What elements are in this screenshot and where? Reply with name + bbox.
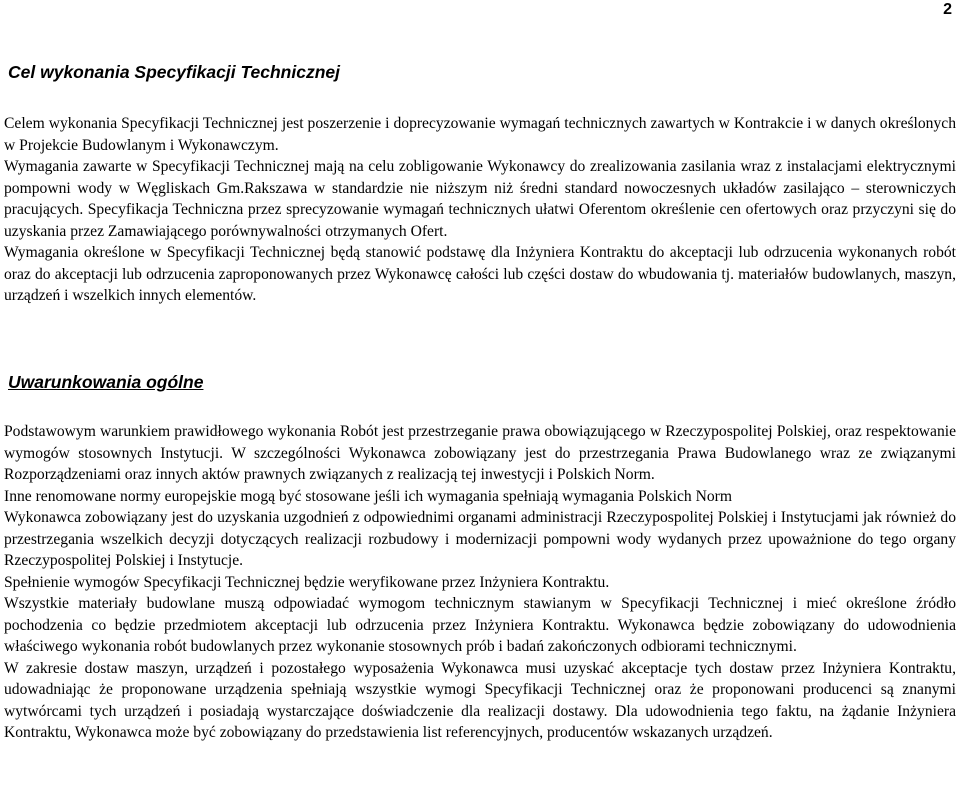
- paragraph: Inne renomowane normy europejskie mogą być stosowane jeśli ich wymagania spełniają wymagania Polskich Norm: [4, 487, 732, 505]
- paragraph: Wymagania określone w Specyfikacji Technicznej będą stanowić podstawę dla Inżyniera Kontraktu do akceptacji lub odrzucenia wykonanych robót oraz do akceptacji lub odrzucenia zaproponowanych przez Wykonawcę całości lub części dostaw do wbudowania tj. materiałów budowlanych, maszyn, urządzeń i wszelkich innych elementów.: [4, 244, 956, 304]
- paragraph: Celem wykonania Specyfikacji Technicznej jest poszerzenie i doprecyzowanie wymagań technicznych zawartych w Kontrakcie i w danych określonych w Projekcie Budowlanym i Wykonawczym.: [4, 115, 956, 154]
- section-title-cel: Cel wykonania Specyfikacji Technicznej: [8, 62, 340, 82]
- section-body-uwarunkowania: [4, 421, 956, 744]
- paragraph: W zakresie dostaw maszyn, urządzeń i pozostałego wyposażenia Wykonawca musi uzyskać akceptacje tych dostaw przez Inżyniera Kontraktu, udowadniając że proponowane urządzenia spełniają wszystkie wymogi Specyfikacji Technicznej oraz że proponowani producenci są znanymi wytwórcami tych urządzeń i posiadają wystarczające doświadczenie dla realizacji dostawy. Dla udowodnienia tego faktu, na żądanie Inżyniera Kontraktu, Wykonawca może być zobowiązany do przedstawienia list referencyjnych, producentów wskazanych urządzeń.: [4, 659, 956, 741]
- section-title-uwarunkowania: Uwarunkowania ogólne: [8, 372, 204, 392]
- page-number: 2: [943, 1, 952, 18]
- paragraph: Wszystkie materiały budowlane muszą odpowiadać wymogom technicznym stawianym w Specyfikacji Technicznej i mieć określone źródło pochodzenia co będzie przedmiotem akceptacji lub odrzucenia przez Inżyniera Kontraktu. Wykonawca będzie zobowiązany do udowodnienia właściwego wykonania robót budowlanych przez wykonanie stosownych prób i badań zakończonych odbiorami technicznymi.: [4, 595, 956, 655]
- section-body-cel: [4, 113, 956, 307]
- paragraph: Podstawowym warunkiem prawidłowego wykonania Robót jest przestrzeganie prawa obowiązującego w Rzeczypospolitej Polskiej, oraz respektowanie wymogów stosownych Instytucji. W szczególności Wykonawca zobowiązany jest do przestrzegania Prawa Budowlanego wraz ze związanymi Rozporządzeniami oraz innych aktów prawnych związanych z realizacją tej inwestycji i Polskich Norm.: [4, 423, 956, 483]
- paragraph: Wymagania zawarte w Specyfikacji Technicznej mają na celu zobligowanie Wykonawcy do zrealizowania zasilania wraz z instalacjami elektrycznymi pompowni wody w Węgliskach Gm.Rakszawa w standardzie nie niższym niż średni standard nowoczesnych układów zasilająco – sterowniczych pracujących. Specyfikacja Techniczna przez sprecyzowanie wymagań technicznych ułatwi Oferentom określenie cen ofertowych oraz przyczyni się do uzyskania przez Zamawiającego porównywalności otrzymanych Ofert.: [4, 158, 956, 240]
- paragraph: Spełnienie wymogów Specyfikacji Technicznej będzie weryfikowane przez Inżyniera Kontraktu.: [4, 573, 610, 591]
- paragraph: Wykonawca zobowiązany jest do uzyskania uzgodnień z odpowiednimi organami administracji Rzeczypospolitej Polskiej i Instytucjami jak również do przestrzegania wszelkich decyzji dotyczących realizacji rozbudowy i modernizacji pompowni wody wydanych przez upoważnione do tego organy Rzeczypospolitej Polskiej i Instytucje.: [4, 509, 956, 569]
